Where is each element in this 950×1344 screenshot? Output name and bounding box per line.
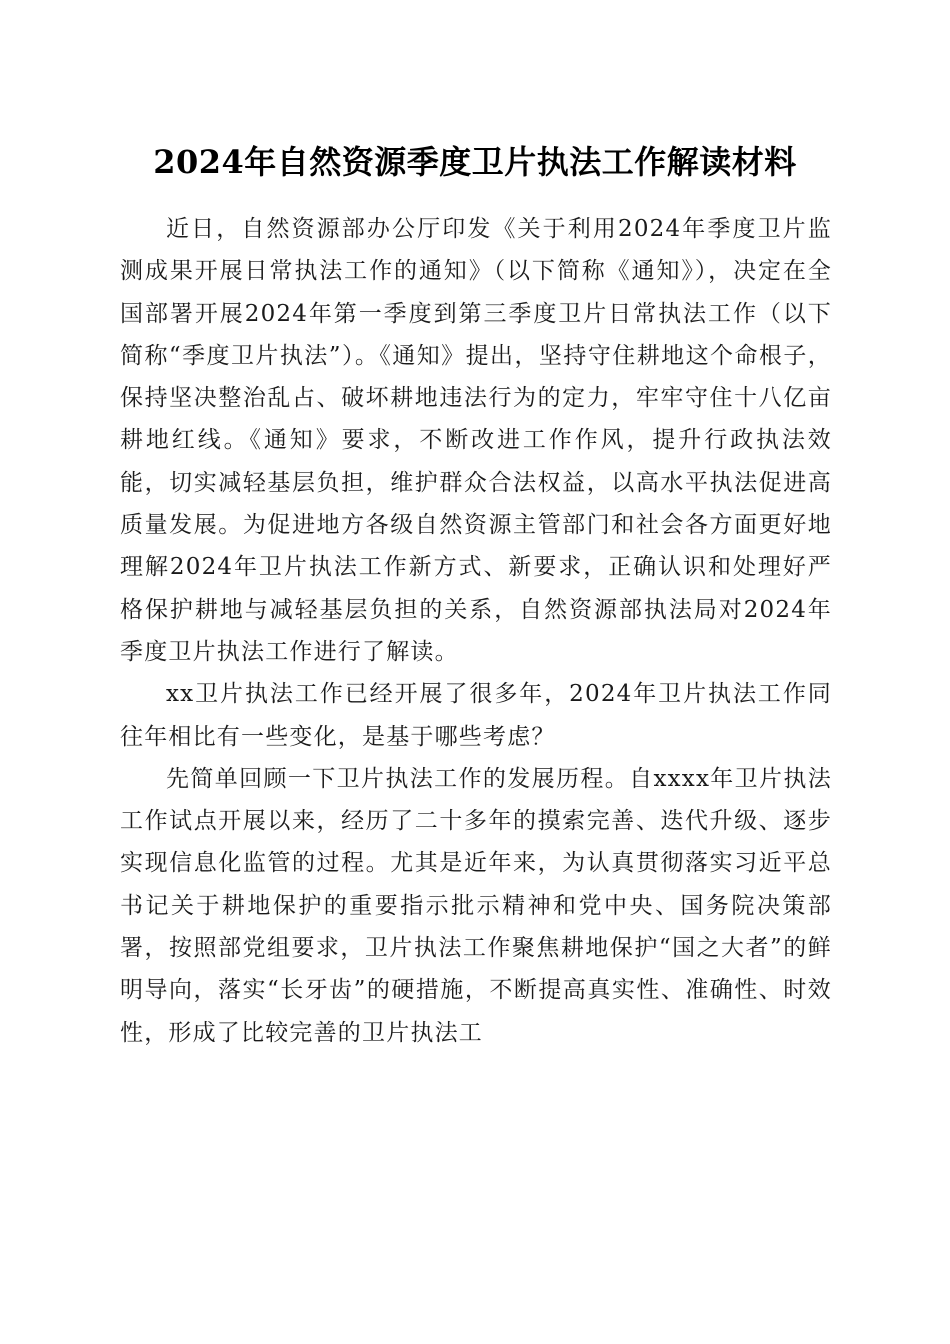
document-title: 2024年自然资源季度卫片执法工作解读材料 (153, 143, 797, 181)
document-body (120, 208, 832, 1054)
paragraph-answer: 先简单回顾一下卫片执法工作的发展历程。自xxxx年卫片执法工作试点开展以来，经历了二十多年的摸索完善、迭代升级、逐步实现信息化监管的过程。尤其是近年来，为认真贯彻落实习近平总书记关于耕地保护的重要指示批示精神和党中央、国务院决策部署，按照部党组要求，卫片执法工作聚焦耕地保护“国之大者”的鲜明导向，落实“长牙齿”的硬措施，不断提高真实性、准确性、时效性，形成了比较完善的卫片执法工 (120, 765, 832, 1046)
paragraph-intro: 近日，自然资源部办公厅印发《关于利用2024年季度卫片监测成果开展日常执法工作的通知》（以下简称《通知》），决定在全国部署开展2024年第一季度到第三季度卫片日常执法工作（以下简称“季度卫片执法”）。《通知》提出，坚持守住耕地这个命根子，保持坚决整治乱占、破坏耕地违法行为的定力，牢牢守住十八亿亩耕地红线。《通知》要求，不断改进工作作风，提升行政执法效能，切实减轻基层负担，维护群众合法权益，以高水平执法促进高质量发展。为促进地方各级自然资源主管部门和社会各方面更好地理解2024年卫片执法工作新方式、新要求，正确认识和处理好严格保护耕地与减轻基层负担的关系，自然资源部执法局对2024年季度卫片执法工作进行了解读。 (120, 216, 832, 665)
paragraph-question: xx卫片执法工作已经开展了很多年，2024年卫片执法工作同往年相比有一些变化，是基于哪些考虑？ (120, 681, 832, 750)
